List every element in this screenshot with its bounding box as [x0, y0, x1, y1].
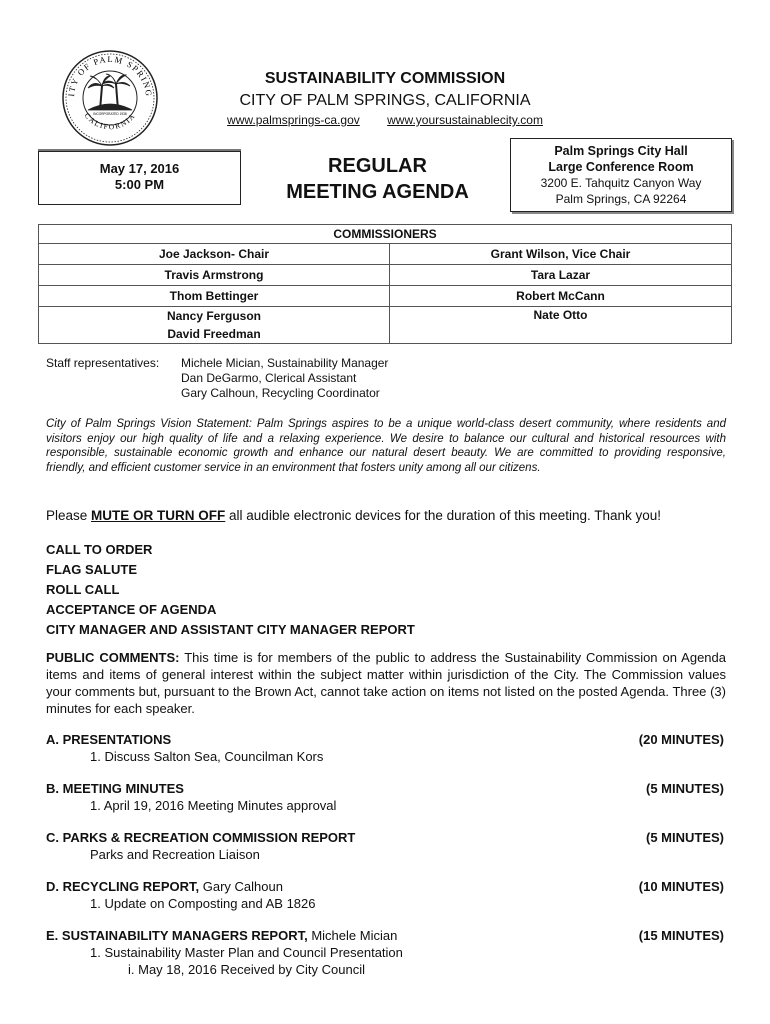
- agenda-title: [250, 153, 505, 205]
- staff-representatives: [46, 356, 546, 402]
- item-minutes: (5 MINUTES): [646, 781, 724, 796]
- link-sustainablecity[interactable]: www.yoursustainablecity.com: [387, 113, 543, 127]
- item-minutes: (15 MINUTES): [638, 928, 724, 943]
- commission-title: SUSTAINABILITY COMMISSION: [264, 70, 506, 87]
- item-title: E. SUSTAINABILITY MANAGERS REPORT,: [46, 928, 308, 943]
- agenda-item-sustainability: [46, 927, 724, 978]
- staff-name: Michele Mician, Sustainability Manager: [181, 356, 389, 370]
- staff-name: Gary Calhoun, Recycling Coordinator: [181, 386, 380, 400]
- city-seal: [60, 48, 160, 148]
- agenda-title-line1: REGULAR: [328, 155, 427, 177]
- commissioner-cell: Tara Lazar: [390, 265, 732, 286]
- agenda-item-recycling: [46, 878, 724, 912]
- city-name: CITY OF PALM SPRINGS, CALIFORNIA: [239, 92, 531, 109]
- item-title: D. RECYCLING REPORT,: [46, 879, 200, 894]
- item-minutes: (10 MINUTES): [638, 879, 724, 894]
- location-street: 3200 E. Tahquitz Canyon Way: [540, 176, 702, 190]
- procedural-items: [46, 540, 415, 640]
- meeting-time: 5:00 PM: [114, 177, 165, 192]
- mute-pre: Please: [46, 508, 92, 523]
- table-row: [39, 307, 732, 326]
- seal-ring-text-top: ITY OF PALM SPRING: [65, 53, 155, 98]
- item-presenter: Gary Calhoun: [199, 879, 283, 894]
- svg-text:CITY OF PALM SPRINGS: [60, 48, 154, 98]
- commissioner-cell: Travis Armstrong: [39, 265, 390, 286]
- public-comments: [46, 649, 726, 717]
- meeting-datetime-box: [38, 151, 241, 205]
- staff-names: [181, 356, 481, 401]
- list-item: CALL TO ORDER: [46, 542, 153, 557]
- table-row: [39, 265, 732, 286]
- agenda-item-minutes: [46, 780, 724, 814]
- location-room: Large Conference Room: [548, 160, 694, 174]
- commissioners-heading: COMMISSIONERS: [39, 225, 732, 244]
- seal-inner-text: INCORPORATED 1938: [93, 112, 127, 116]
- mute-notice: [46, 508, 661, 523]
- list-item: ROLL CALL: [46, 582, 120, 597]
- agenda-item-presentations: [46, 731, 724, 765]
- item-title: A. PRESENTATIONS: [46, 732, 172, 747]
- item-sub: 1. April 19, 2016 Meeting Minutes approval: [90, 798, 337, 813]
- header-links: [170, 113, 600, 127]
- staff-label: Staff representatives:: [46, 356, 160, 370]
- agenda-title-line2: MEETING AGENDA: [286, 181, 469, 203]
- location-box: [510, 138, 732, 212]
- commissioner-cell: Joe Jackson- Chair: [39, 244, 390, 265]
- commissioner-cell: Nate Otto: [390, 307, 732, 344]
- vision-statement: City of Palm Springs Vision Statement: Palm Springs aspires to be a unique world-class desert community, where residents and visitors enjoy our high quality of life and a relaxing experience. We desire to balance our cultural and historical resources with responsible, sustainable economic growth and enhance our natural desert beauty. We are committed to providing responsive, friendly, and efficient customer service in an environment that fosters unity among all our citizens.: [46, 418, 726, 474]
- item-sub: 1. Sustainability Master Plan and Council Presentation: [90, 945, 403, 960]
- location-city: Palm Springs, CA 92264: [555, 192, 687, 206]
- staff-name: Dan DeGarmo, Clerical Assistant: [181, 371, 357, 385]
- list-item: ACCEPTANCE OF AGENDA: [46, 602, 217, 617]
- item-subsub: i. May 18, 2016 Received by City Council: [128, 962, 366, 977]
- commissioner-cell: David Freedman: [39, 325, 390, 344]
- item-sub: Parks and Recreation Liaison: [90, 847, 260, 862]
- seal-ring-text-bottom: CALIFORNIA: [82, 111, 138, 132]
- link-palmsprings[interactable]: www.palmsprings-ca.gov: [227, 113, 360, 127]
- item-title: B. MEETING MINUTES: [46, 781, 184, 796]
- public-comments-label: PUBLIC COMMENTS:: [46, 650, 180, 665]
- item-title: C. PARKS & RECREATION COMMISSION REPORT: [46, 830, 356, 845]
- table-row: [39, 286, 732, 307]
- meeting-date: May 17, 2016: [99, 161, 180, 176]
- commissioners-table: [38, 224, 732, 344]
- commissioner-cell: Grant Wilson, Vice Chair: [390, 244, 732, 265]
- mute-post: all audible electronic devices for the duration of this meeting. Thank you!: [225, 508, 662, 523]
- agenda-item-parks: [46, 829, 724, 863]
- item-minutes: (20 MINUTES): [638, 732, 724, 747]
- palm-trees-icon: [88, 74, 132, 110]
- location-building: Palm Springs City Hall: [554, 144, 688, 158]
- public-comments-text: This time is for members of the public to address the Sustainability Commission on Agenda items and items of general interest within the subject matter within jurisdiction of the City. The Commission values your comments but, pursuant to the Brown Act, cannot take action on items not listed on the posted Agenda. Three (3) minutes for each speaker.: [46, 650, 726, 716]
- item-sub: 1. Update on Composting and AB 1826: [90, 896, 316, 911]
- commissioner-cell: Thom Bettinger: [39, 286, 390, 307]
- item-minutes: (5 MINUTES): [646, 830, 724, 845]
- item-sub: 1. Discuss Salton Sea, Councilman Kors: [90, 749, 324, 764]
- list-item: FLAG SALUTE: [46, 562, 137, 577]
- mute-bold: MUTE OR TURN OFF: [91, 508, 226, 523]
- table-row: [39, 244, 732, 265]
- commissioner-cell: Robert McCann: [390, 286, 732, 307]
- item-presenter: Michele Mician: [307, 928, 398, 943]
- commissioner-cell: Nancy Ferguson: [39, 307, 390, 326]
- list-item: CITY MANAGER AND ASSISTANT CITY MANAGER REPORT: [46, 622, 415, 637]
